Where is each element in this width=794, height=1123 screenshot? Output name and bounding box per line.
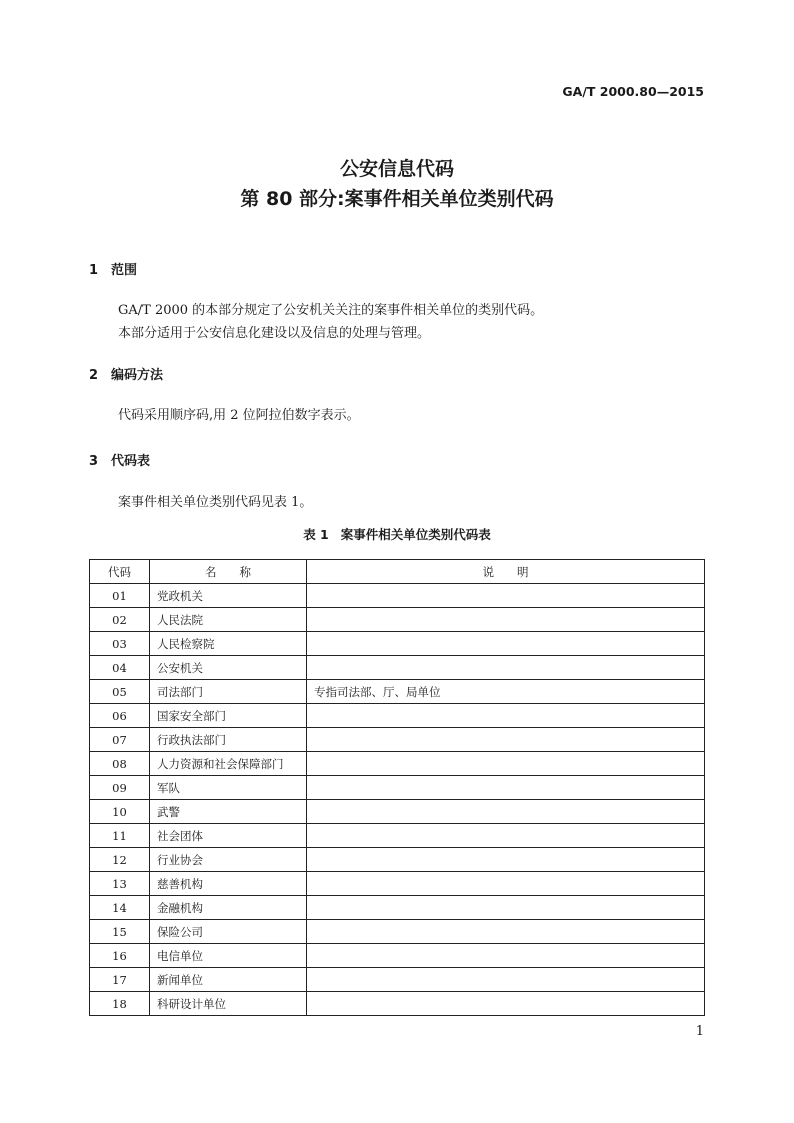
table-row — [90, 920, 705, 944]
section-title: 代码表 — [111, 454, 151, 469]
section-1-heading — [89, 259, 137, 278]
table-row — [90, 968, 705, 992]
code-cell: 04 — [90, 656, 150, 680]
header-description: 说 明 — [307, 560, 705, 584]
table-row — [90, 776, 705, 800]
description-cell — [307, 800, 705, 824]
code-cell: 13 — [90, 872, 150, 896]
table-row — [90, 944, 705, 968]
description-cell — [307, 920, 705, 944]
name-cell: 武警 — [150, 800, 307, 824]
section-number: 2 — [89, 368, 99, 383]
table-row — [90, 848, 705, 872]
name-cell: 人民检察院 — [150, 632, 307, 656]
method-paragraph: 代码采用顺序码,用 2 位阿拉伯数字表示。 — [118, 408, 360, 423]
table-row — [90, 680, 705, 704]
section-2-heading — [89, 364, 163, 383]
description-cell — [307, 968, 705, 992]
name-cell: 军队 — [150, 776, 307, 800]
table-row — [90, 656, 705, 680]
header-code: 代码 — [90, 560, 150, 584]
description-cell — [307, 896, 705, 920]
name-cell: 行政执法部门 — [150, 728, 307, 752]
code-cell: 06 — [90, 704, 150, 728]
table-row — [90, 584, 705, 608]
code-cell: 15 — [90, 920, 150, 944]
description-cell — [307, 656, 705, 680]
table-row — [90, 632, 705, 656]
table-title: 案事件相关单位类别代码表 — [340, 527, 491, 542]
description-cell — [307, 776, 705, 800]
code-cell: 10 — [90, 800, 150, 824]
name-cell: 司法部门 — [150, 680, 307, 704]
name-cell: 国家安全部门 — [150, 704, 307, 728]
table-row — [90, 728, 705, 752]
section-title: 编码方法 — [111, 368, 164, 383]
standard-number: GA/T 2000.80—2015 — [562, 84, 704, 99]
description-cell — [307, 992, 705, 1016]
code-cell: 14 — [90, 896, 150, 920]
description-cell — [307, 584, 705, 608]
table-intro-paragraph: 案事件相关单位类别代码见表 1。 — [118, 495, 313, 510]
table-row — [90, 704, 705, 728]
description-cell — [307, 824, 705, 848]
description-cell — [307, 632, 705, 656]
scope-paragraph-1: GA/T 2000 的本部分规定了公安机关关注的案事件相关单位的类别代码。 — [118, 303, 544, 318]
header-name: 名 称 — [150, 560, 307, 584]
table-body — [90, 584, 705, 1016]
description-cell — [307, 608, 705, 632]
code-cell: 12 — [90, 848, 150, 872]
table-row — [90, 608, 705, 632]
description-cell — [307, 752, 705, 776]
section-number: 3 — [89, 454, 99, 469]
description-cell — [307, 944, 705, 968]
code-cell: 05 — [90, 680, 150, 704]
description-cell — [307, 728, 705, 752]
description-cell: 专指司法部、厅、局单位 — [307, 680, 705, 704]
name-cell: 社会团体 — [150, 824, 307, 848]
table-row — [90, 800, 705, 824]
code-cell: 16 — [90, 944, 150, 968]
name-cell: 人力资源和社会保障部门 — [150, 752, 307, 776]
section-number: 1 — [89, 263, 99, 278]
name-cell: 科研设计单位 — [150, 992, 307, 1016]
name-cell: 慈善机构 — [150, 872, 307, 896]
code-cell: 03 — [90, 632, 150, 656]
description-cell — [307, 704, 705, 728]
section-3-heading — [89, 450, 150, 469]
name-cell: 行业协会 — [150, 848, 307, 872]
name-cell: 人民法院 — [150, 608, 307, 632]
code-cell: 18 — [90, 992, 150, 1016]
table-header-row — [90, 560, 705, 584]
name-cell: 党政机关 — [150, 584, 307, 608]
table-row — [90, 752, 705, 776]
section-title: 范围 — [111, 263, 138, 278]
name-cell: 新闻单位 — [150, 968, 307, 992]
document-subtitle: 第 80 部分:案事件相关单位类别代码 — [240, 188, 554, 210]
category-code-table — [89, 559, 705, 1016]
table-row — [90, 824, 705, 848]
page-number: 1 — [695, 1024, 704, 1039]
code-cell: 17 — [90, 968, 150, 992]
code-cell: 09 — [90, 776, 150, 800]
name-cell: 电信单位 — [150, 944, 307, 968]
document-title: 公安信息代码 — [339, 158, 454, 180]
scope-paragraph-2: 本部分适用于公安信息化建设以及信息的处理与管理。 — [118, 326, 431, 341]
code-cell: 07 — [90, 728, 150, 752]
name-cell: 公安机关 — [150, 656, 307, 680]
code-cell: 02 — [90, 608, 150, 632]
description-cell — [307, 848, 705, 872]
table-row — [90, 872, 705, 896]
name-cell: 保险公司 — [150, 920, 307, 944]
name-cell: 金融机构 — [150, 896, 307, 920]
table-label: 表 1 — [303, 527, 329, 542]
table-row — [90, 992, 705, 1016]
code-cell: 01 — [90, 584, 150, 608]
description-cell — [307, 872, 705, 896]
code-cell: 08 — [90, 752, 150, 776]
table-row — [90, 896, 705, 920]
code-cell: 11 — [90, 824, 150, 848]
table-caption — [0, 525, 794, 543]
